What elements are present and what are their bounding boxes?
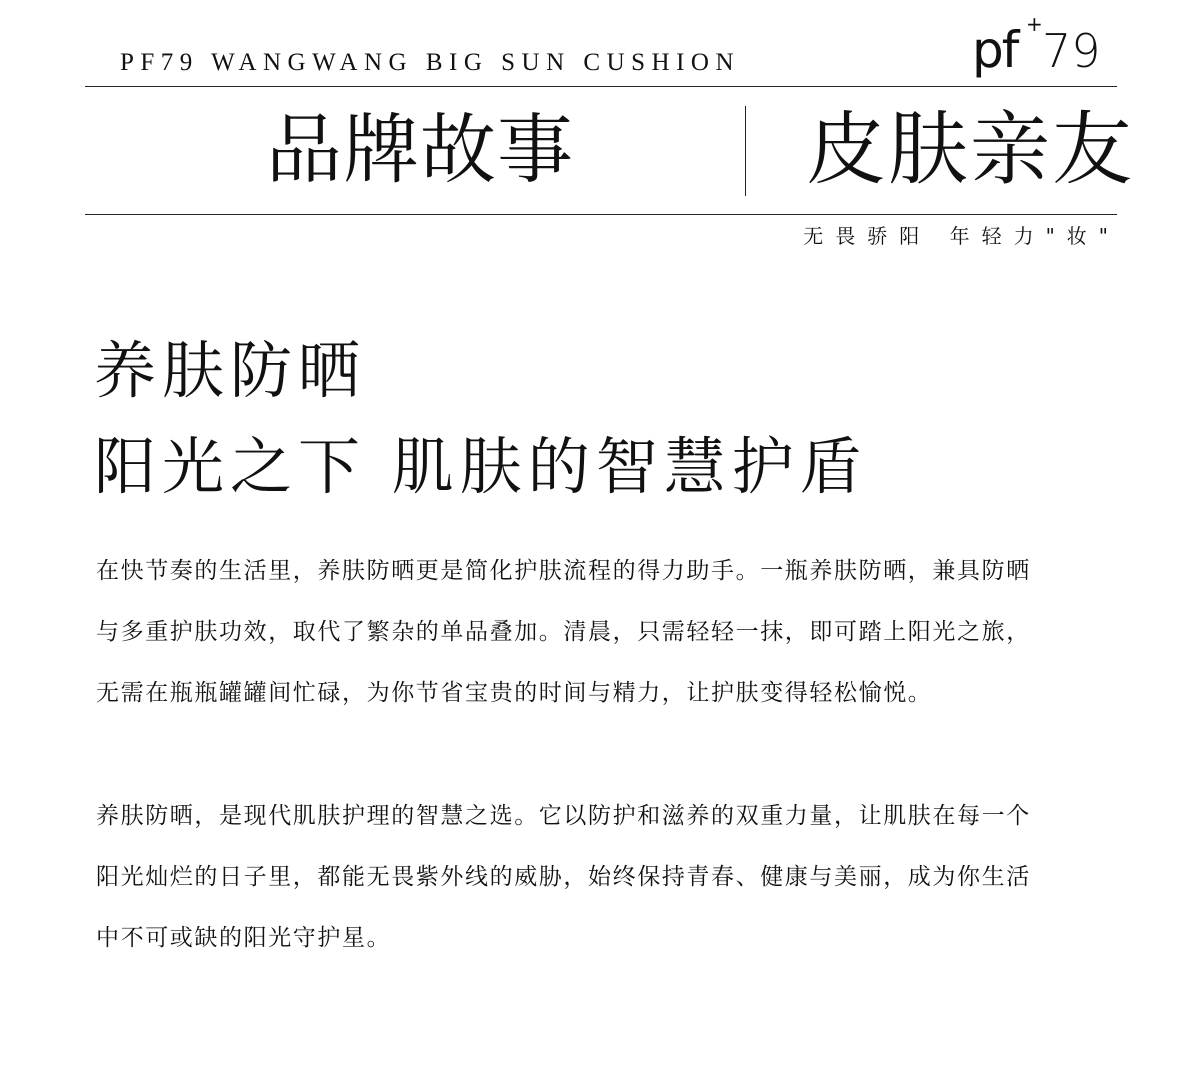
banner-brand-story: 品牌故事	[266, 105, 574, 194]
body-paragraph-2	[96, 786, 1076, 969]
brand-logo	[968, 12, 1101, 79]
paragraph-line: 阳光灿烂的日子里，都能无畏紫外线的威胁，始终保持青春、健康与美丽，成为你生活	[96, 864, 1031, 890]
logo-number: 79	[1042, 24, 1101, 78]
paragraph-line: 养肤防晒，是现代肌肤护理的智慧之选。它以防护和滋养的双重力量，让肌肤在每一个	[96, 803, 1031, 829]
body-paragraph-1	[96, 541, 1076, 724]
logo-plus: +	[1026, 12, 1043, 36]
headline-title: 养肤防晒	[94, 334, 367, 407]
top-divider	[85, 86, 1117, 87]
bottom-divider	[85, 214, 1117, 215]
banner-skin-friend: 皮肤亲友	[806, 103, 1134, 196]
paragraph-line: 无需在瓶瓶罐罐间忙碌，为你节省宝贵的时间与精力，让护肤变得轻松愉悦。	[96, 680, 933, 706]
paragraph-line: 与多重护肤功效，取代了繁杂的单品叠加。清晨，只需轻轻一抹，即可踏上阳光之旅，	[96, 619, 1031, 645]
paragraph-line: 中不可或缺的阳光守护星。	[96, 925, 392, 951]
brand-subtitle: PF79 WANGWANG BIG SUN CUSHION	[120, 49, 741, 76]
paragraph-line: 在快节奏的生活里，养肤防晒更是简化护肤流程的得力助手。一瓶养肤防晒，兼具防晒	[96, 558, 1031, 584]
logo-pf: pf	[972, 21, 1018, 79]
headline-subtitle: 阳光之下 肌肤的智慧护盾	[94, 430, 868, 503]
tagline: 无畏骄阳 年轻力"妆"	[803, 224, 1120, 248]
banner-vertical-divider	[745, 106, 746, 196]
